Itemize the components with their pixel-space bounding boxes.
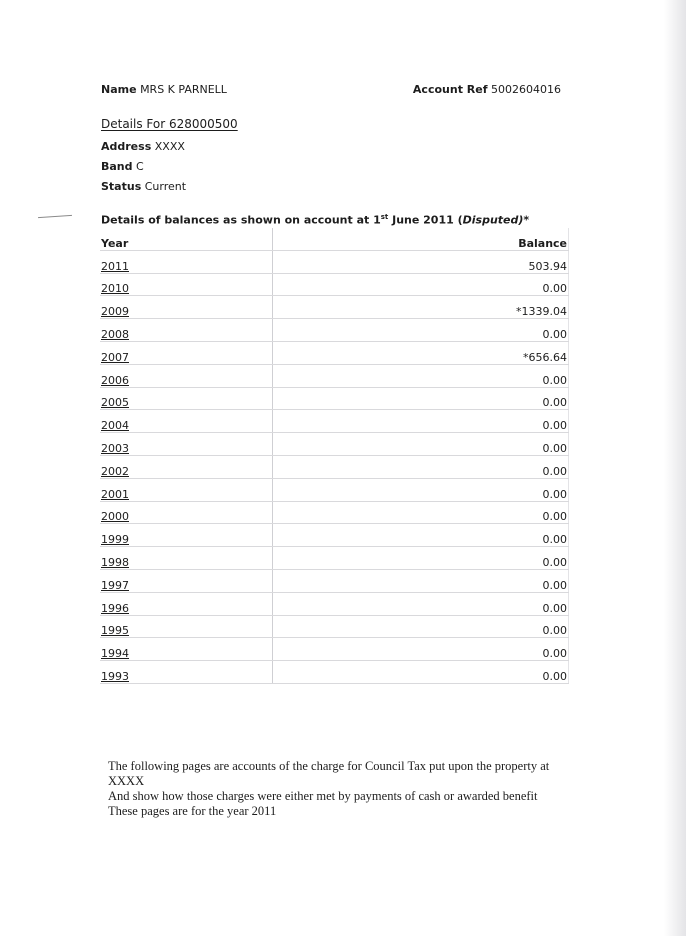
- year-cell: 2010: [100, 273, 273, 296]
- balance-cell: 0.00: [273, 410, 569, 433]
- table-row: [100, 296, 569, 319]
- band-field: [101, 160, 144, 173]
- paper-edge: [664, 0, 686, 936]
- year-cell: 2003: [100, 433, 273, 456]
- balance-cell: 0.00: [273, 501, 569, 524]
- address-value: XXXX: [154, 140, 185, 153]
- year-cell: 1995: [100, 615, 273, 638]
- year-cell: 2005: [100, 387, 273, 410]
- balance-cell: 503.94: [273, 250, 569, 273]
- balance-cell: 0.00: [273, 433, 569, 456]
- address-label: Address: [101, 140, 152, 153]
- year-cell: 2006: [100, 364, 273, 387]
- balances-table: [100, 228, 569, 684]
- table-row: [100, 273, 569, 296]
- name-value: MRS K PARNELL: [140, 83, 227, 96]
- balances-heading-prefix: Details of balances as shown on account at 1: [101, 213, 381, 227]
- status-value: Current: [144, 180, 187, 193]
- year-cell: 1999: [100, 524, 273, 547]
- footer-notes: [108, 759, 578, 819]
- balance-cell: 0.00: [273, 661, 569, 684]
- balance-column-header: Balance: [273, 228, 569, 250]
- details-title: Details For 628000500: [101, 117, 238, 131]
- balances-heading-suffix: *: [523, 213, 530, 227]
- table-row: [100, 661, 569, 684]
- table-row: [100, 250, 569, 273]
- balances-heading-disputed: Disputed): [462, 213, 524, 227]
- footer-line-3: These pages are for the year 2011: [108, 804, 277, 818]
- table-row: [100, 547, 569, 570]
- customer-name: [101, 83, 227, 96]
- band-value: C: [136, 160, 144, 173]
- table-row: [100, 410, 569, 433]
- balance-cell: *1339.04: [273, 296, 569, 319]
- year-cell: 2002: [100, 455, 273, 478]
- balance-cell: 0.00: [273, 455, 569, 478]
- year-cell: 2004: [100, 410, 273, 433]
- band-label: Band: [101, 160, 133, 173]
- balances-heading-sup: st: [380, 213, 389, 221]
- table-row: [100, 455, 569, 478]
- footer-line-2: And show how those charges were either met by payments of cash or awarded benefit: [108, 789, 538, 803]
- year-cell: 2011: [100, 250, 273, 273]
- balance-cell: 0.00: [273, 638, 569, 661]
- table-row: [100, 387, 569, 410]
- status-field: [101, 180, 186, 193]
- account-ref: [413, 83, 561, 96]
- year-cell: 2001: [100, 478, 273, 501]
- year-cell: 1994: [100, 638, 273, 661]
- year-cell: 2009: [100, 296, 273, 319]
- year-column-header: Year: [100, 228, 273, 250]
- table-header-row: [100, 228, 569, 250]
- account-ref-label: Account Ref: [412, 83, 488, 96]
- table-row: [100, 592, 569, 615]
- table-row: [100, 341, 569, 364]
- balance-cell: 0.00: [273, 524, 569, 547]
- table-row: [100, 501, 569, 524]
- year-cell: 2007: [100, 341, 273, 364]
- balance-cell: 0.00: [273, 547, 569, 570]
- table-row: [100, 319, 569, 342]
- name-label: Name: [101, 83, 137, 96]
- table-row: [100, 569, 569, 592]
- table-row: [100, 364, 569, 387]
- table-row: [100, 615, 569, 638]
- year-cell: 2008: [100, 319, 273, 342]
- balance-cell: 0.00: [273, 319, 569, 342]
- table-row: [100, 638, 569, 661]
- year-cell: 1996: [100, 592, 273, 615]
- table-row: [100, 524, 569, 547]
- year-cell: 1993: [100, 661, 273, 684]
- balance-cell: *656.64: [273, 341, 569, 364]
- balance-rows: [100, 250, 569, 683]
- balance-cell: 0.00: [273, 569, 569, 592]
- year-cell: 1997: [100, 569, 273, 592]
- account-ref-value: 5002604016: [491, 83, 561, 96]
- balance-cell: 0.00: [273, 478, 569, 501]
- scan-mark: [38, 215, 72, 218]
- address-field: [101, 140, 185, 153]
- year-cell: 1998: [100, 547, 273, 570]
- table-row: [100, 433, 569, 456]
- balances-heading-middle: June 2011 (: [388, 213, 463, 227]
- status-label: Status: [101, 180, 142, 193]
- balance-cell: 0.00: [273, 387, 569, 410]
- balance-cell: 0.00: [273, 364, 569, 387]
- balances-heading: [101, 213, 529, 227]
- balance-cell: 0.00: [273, 592, 569, 615]
- year-cell: 2000: [100, 501, 273, 524]
- balance-cell: 0.00: [273, 615, 569, 638]
- footer-line-1: The following pages are accounts of the charge for Council Tax put upon the property at XXXX: [108, 759, 550, 788]
- table-row: [100, 478, 569, 501]
- balance-cell: 0.00: [273, 273, 569, 296]
